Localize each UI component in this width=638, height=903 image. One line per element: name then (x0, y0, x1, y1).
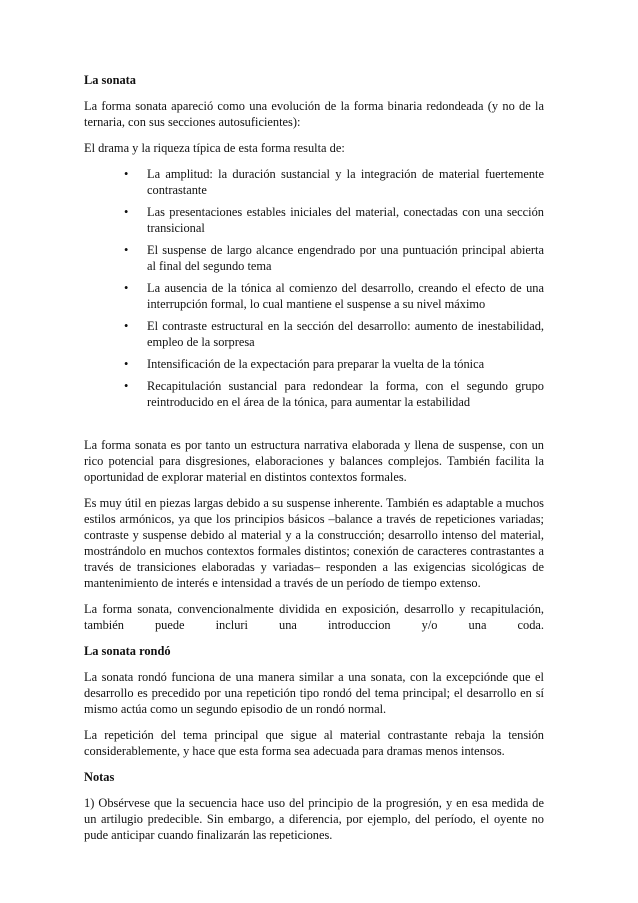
heading-rondo: La sonata rondó (84, 644, 171, 658)
list-item-text: El contraste estructural en la sección del desarrollo: aumento de inestabilidad, empleo de la sorpresa (147, 319, 544, 349)
list-item (84, 356, 544, 372)
intro-lead-in: El drama y la riqueza típica de esta forma resulta de: (84, 141, 345, 155)
note-1: 1) Obsérvese que la secuencia hace uso del principio de la progresión, y en esa medida de un artilugio predecible. Sin embargo, a diferencia, por ejemplo, del período, el oyente no pude anticipar cuando finalizarán las repeticiones. (84, 796, 544, 842)
bullet-icon: • (124, 319, 129, 333)
bullet-icon: • (124, 205, 129, 219)
heading-notes: Notas (84, 770, 115, 784)
list-item-text: Intensificación de la expectación para preparar la vuelta de la tónica (147, 357, 485, 371)
usefulness-paragraph: Es muy útil en piezas largas debido a su suspense inherente. También es adaptable a muchos estilos armónicos, ya que los principios básicos –balance a través de repeticiones variadas; contraste y suspense debido al material y a la construcción; desarrollo intenso del material, mostrándolo en muchos contextos formales distintos; conexión de caracteres contrastantes a través de transiciones elaboradas y variadas– responden a las exigencias sicológicas de mantenimiento de interés e intensidad a través de un período de tiempo extenso. (84, 496, 544, 590)
list-item-text: La ausencia de la tónica al comienzo del desarrollo, creando el efecto de una interrupción formal, lo cual mantiene el suspense a su nivel máximo (147, 281, 544, 311)
list-item-text: La amplitud: la duración sustancial y la integración de material fuertemente contrastante (147, 167, 544, 197)
bullet-icon: • (124, 379, 129, 393)
list-item (84, 318, 544, 350)
bullet-icon: • (124, 357, 129, 371)
list-item (84, 204, 544, 236)
structure-paragraph: La forma sonata, convencionalmente dividida en exposición, desarrollo y recapitulación, también puede incluri una introduccion y/o una coda. (84, 602, 544, 632)
list-item (84, 166, 544, 198)
intro-paragraph: La forma sonata apareció como una evolución de la forma binaria redondeada (y no de la ternaria, con sus secciones autosuficientes): (84, 99, 544, 129)
document-page (84, 72, 544, 853)
list-item (84, 378, 544, 410)
bullet-icon: • (124, 281, 129, 295)
rondo-tension-paragraph: La repetición del tema principal que sigue al material contrastante rebaja la tensión considerablemente, y hace que esta forma sea adecuada para dramas menos intensos. (84, 728, 544, 758)
feature-list (84, 166, 544, 410)
bullet-icon: • (124, 243, 129, 257)
narrative-paragraph: La forma sonata es por tanto un estructura narrativa elaborada y llena de suspense, con un rico potencial para disgresiones, elaboraciones y balances complejos. También facilita la oportunidad de explorar material en distintos contextos formales. (84, 438, 544, 484)
list-item-text: Las presentaciones estables iniciales del material, conectadas con una sección transicional (147, 205, 544, 235)
list-item (84, 242, 544, 274)
list-item-text: Recapitulación sustancial para redondear la forma, con el segundo grupo reintroducido en el área de la tónica, para aumentar la estabilidad (147, 379, 544, 409)
bullet-icon: • (124, 167, 129, 181)
rondo-paragraph: La sonata rondó funciona de una manera similar a una sonata, con la excepcióndе que el desarrollo es precedido por una repetición tipo rondó del tema principal; el desarrollo en sí mismo actúa como un segundo episodio de un rondó normal. (84, 670, 544, 716)
heading-sonata: La sonata (84, 73, 136, 87)
list-item-text: El suspense de largo alcance engendrado por una puntuación principal abierta al final del segundo tema (147, 243, 544, 273)
list-item (84, 280, 544, 312)
